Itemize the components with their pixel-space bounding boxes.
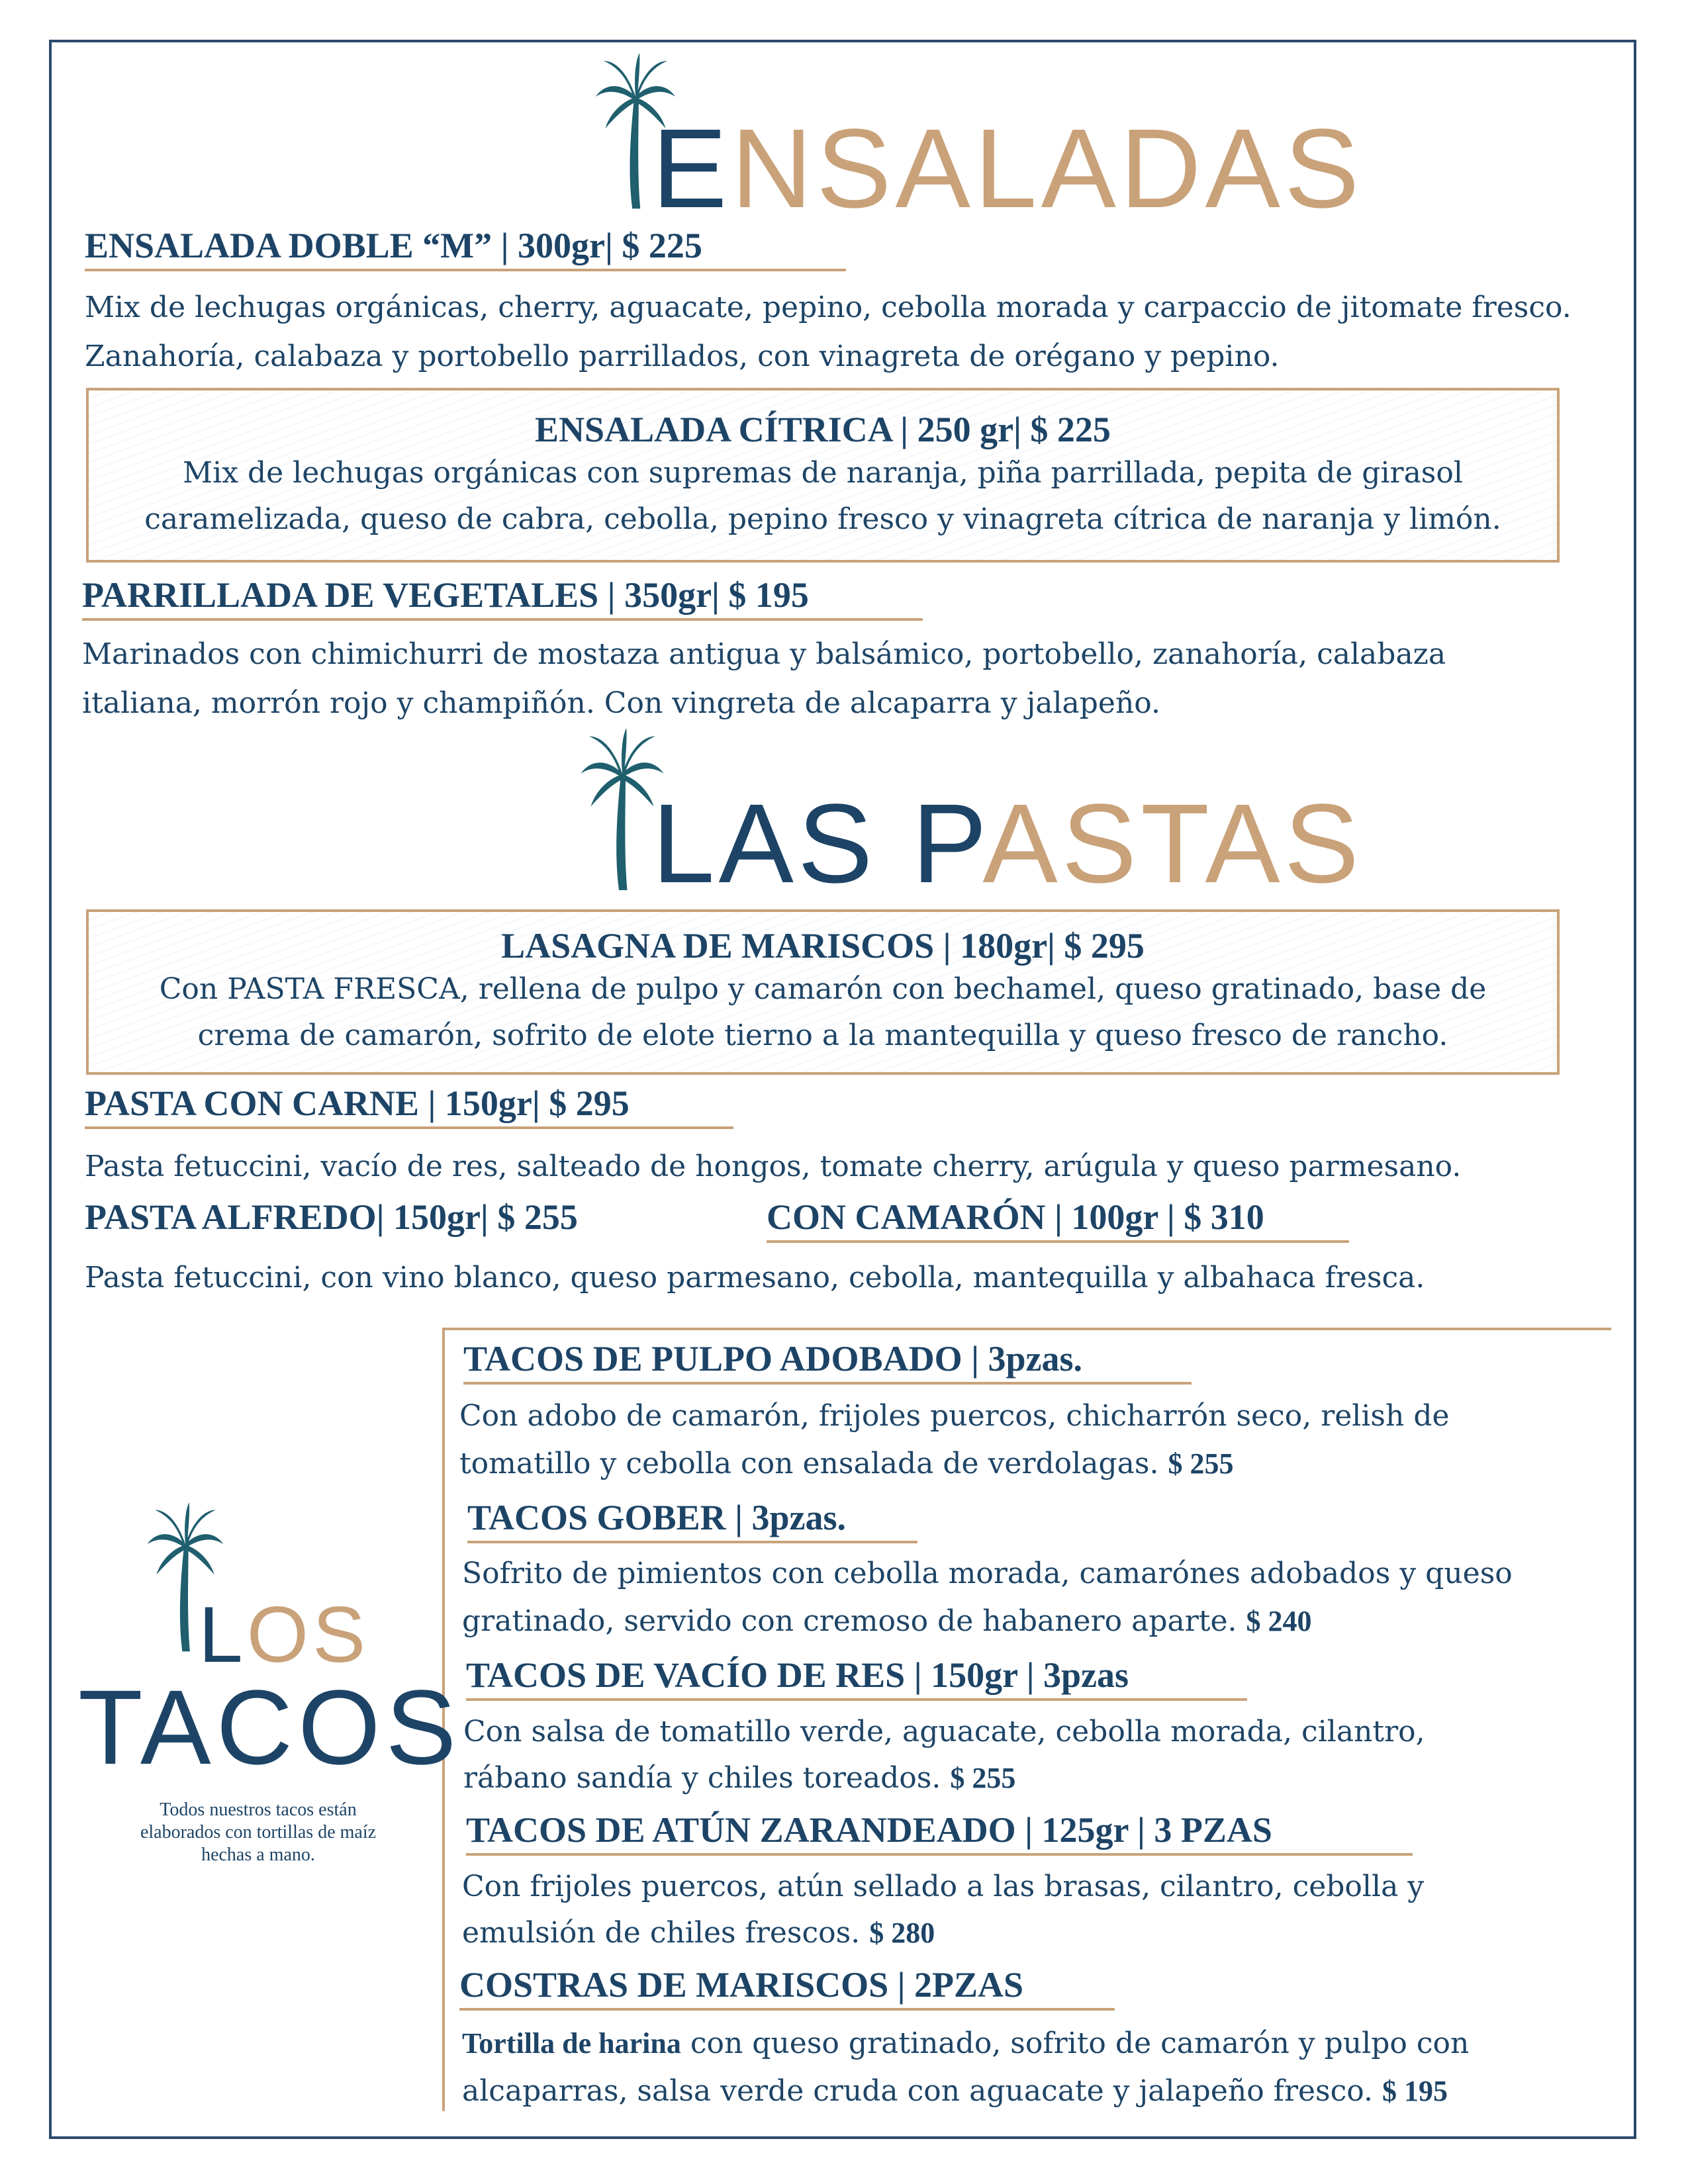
pastas-heading-blue: LAS P xyxy=(652,781,983,907)
item-title: PASTA CON CARNE | 150gr| $ 295 xyxy=(85,1083,733,1129)
item-price: $ 255 xyxy=(950,1762,1016,1794)
desc-line: italiana, morrón rojo y champiñón. Con vingreta de alcaparra y jalapeño. xyxy=(82,686,1161,720)
item-description xyxy=(89,966,1557,1059)
desc-line: Mix de lechugas orgánicas, cherry, aguacate, pepino, cebolla morada y carpaccio de jitomate fresco. xyxy=(85,291,1571,324)
tacos-note xyxy=(86,1799,430,1866)
item-title: PASTA ALFREDO| 150gr| $ 255 xyxy=(85,1197,578,1237)
tacos-divider-horizontal xyxy=(442,1328,1611,1330)
item-title: TACOS DE VACÍO DE RES | 150gr | 3pzas xyxy=(466,1655,1247,1701)
ensaladas-heading xyxy=(652,106,1364,232)
item-description xyxy=(459,1392,1558,1488)
item-title: ENSALADA CÍTRICA | 250 gr| $ 225 xyxy=(535,410,1111,449)
desc-line: Zanahoría, calabaza y portobello parrillados, con vinagreta de orégano y pepino. xyxy=(85,340,1280,373)
desc-line: Con salsa de tomatillo verde, aguacate, cebolla morada, cilantro, xyxy=(463,1715,1425,1749)
item-title: TACOS DE ATÚN ZARANDEADO | 125gr | 3 PZAS xyxy=(466,1809,1413,1856)
item-title: TACOS GOBER | 3pzas. xyxy=(467,1497,917,1543)
desc-line: tomatillo y cebolla con ensalada de verdolagas. xyxy=(459,1447,1159,1480)
desc-line: caramelizada, queso de cabra, cebolla, pepino fresco y vinagreta cítrica de naranja y limón. xyxy=(144,502,1501,536)
pastas-heading xyxy=(652,781,1364,907)
item-title: LASAGNA DE MARISCOS | 180gr| $ 295 xyxy=(501,926,1145,966)
desc-line: Marinados con chimichurri de mostaza antigua y balsámico, portobello, zanahoría, calabaza xyxy=(82,637,1446,671)
desc-line: Mix de lechugas orgánicas con supremas de naranja, piña parrillada, pepita de girasol xyxy=(183,456,1463,490)
item-description: Pasta fetuccini, con vino blanco, queso parmesano, cebolla, mantequilla y albahaca fresca. xyxy=(85,1261,1425,1295)
tacos-heading-los xyxy=(199,1590,370,1679)
desc-line: alcaparras, salsa verde cruda con aguacate y jalapeño fresco. xyxy=(462,2074,1382,2108)
desc-line: emulsión de chiles frescos. xyxy=(462,1916,861,1950)
tacos-heading-os: OS xyxy=(246,1590,370,1679)
desc-line: con queso gratinado, sofrito de camarón y pulpo con xyxy=(680,2026,1470,2060)
item-title-extra: CON CAMARÓN | 100gr | $ 310 xyxy=(767,1197,1349,1243)
item-description xyxy=(82,630,1446,728)
item-description xyxy=(85,283,1571,381)
desc-line: Sofrito de pimientos con cebolla morada, camarónes adobados y queso xyxy=(462,1557,1513,1590)
desc-bold-lead: Tortilla de harina xyxy=(462,2027,681,2060)
featured-item-box xyxy=(86,909,1560,1075)
item-title: ENSALADA DOBLE “M” | 300gr| $ 225 xyxy=(85,225,846,271)
item-title: PARRILLADA DE VEGETALES | 350gr| $ 195 xyxy=(82,574,923,621)
item-title: COSTRAS DE MARISCOS | 2PZAS xyxy=(459,1964,1115,2011)
item-description xyxy=(462,2020,1587,2115)
note-line: hechas a mano. xyxy=(201,1844,315,1865)
item-price: $ 195 xyxy=(1382,2075,1448,2107)
ensaladas-heading-rest: NSALADAS xyxy=(731,106,1364,232)
desc-line: Con adobo de camarón, frijoles puercos, chicharrón seco, relish de xyxy=(459,1399,1450,1433)
item-description xyxy=(462,1550,1574,1645)
desc-line: Con frijoles puercos, atún sellado a las brasas, cilantro, cebolla y xyxy=(462,1870,1425,1903)
tacos-heading-l: L xyxy=(199,1590,247,1679)
desc-line: gratinado, servido con cremoso de habanero aparte. xyxy=(462,1604,1237,1638)
desc-line: rábano sandía y chiles toreados. xyxy=(463,1761,941,1795)
featured-item-box xyxy=(86,388,1560,563)
pastas-heading-gold: ASTAS xyxy=(982,781,1364,907)
note-line: elaborados con tortillas de maíz xyxy=(140,1822,377,1843)
item-title: TACOS DE PULPO ADOBADO | 3pzas. xyxy=(463,1338,1192,1385)
desc-line: Con PASTA FRESCA, rellena de pulpo y camarón con bechamel, queso gratinado, base de xyxy=(159,972,1487,1006)
ensaladas-heading-first: E xyxy=(652,106,731,232)
item-description xyxy=(462,1864,1561,1956)
item-price: $ 255 xyxy=(1168,1447,1234,1480)
note-line: Todos nuestros tacos están xyxy=(160,1799,357,1820)
item-price: $ 240 xyxy=(1246,1605,1312,1637)
item-description: Pasta fetuccini, vacío de res, salteado de hongos, tomate cherry, arúgula y queso parmesano. xyxy=(85,1150,1462,1183)
desc-line: crema de camarón, sofrito de elote tierno a la mantequilla y queso fresco de rancho. xyxy=(197,1019,1448,1052)
item-price: $ 280 xyxy=(869,1917,935,1949)
item-description xyxy=(89,450,1557,543)
item-description xyxy=(463,1709,1562,1801)
tacos-heading-tacos: TACOS xyxy=(78,1668,462,1786)
